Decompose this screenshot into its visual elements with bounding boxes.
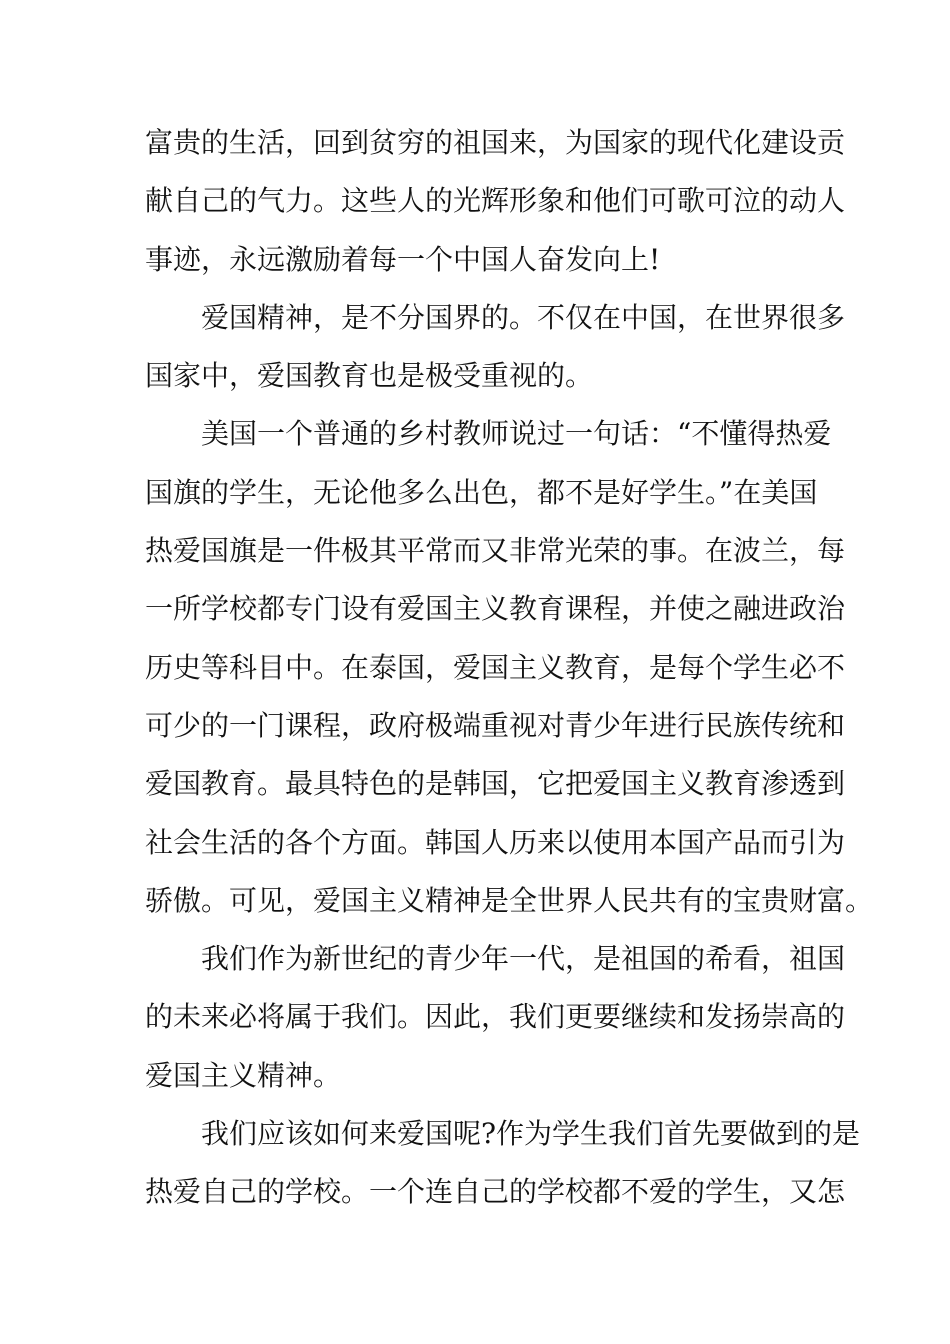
text-line: 爱国主义精神。 (145, 1058, 342, 1092)
text-line: 爱国精神，是不分国界的。不仅在中国，在世界很多 (201, 300, 846, 334)
body-text (145, 114, 874, 1222)
text-line: 国家中，爱国教育也是极受重视的。 (145, 359, 594, 393)
text-line: 一所学校都专门设有爱国主义教育课程，并使之融进政治 (145, 592, 846, 626)
text-line: 美国一个普通的乡村教师说过一句话：“不懂得热爱 (201, 417, 832, 451)
text-line: 热爱国旗是一件极其平常而又非常光荣的事。在波兰，每 (145, 534, 846, 568)
paragraph-3 (145, 405, 874, 930)
text-line: 我们应该如何来爱国呢?作为学生我们首先要做到的是 (201, 1117, 861, 1151)
text-line: 热爱自己的学校。一个连自己的学校都不爱的学生，又怎 (145, 1175, 846, 1209)
text-line: 事迹，永远激励着每一个中国人奋发向上! (145, 242, 661, 276)
text-line: 国旗的学生，无论他多么出色，都不是好学生。”在美国 (145, 475, 818, 509)
text-line: 献自己的气力。这些人的光辉形象和他们可歌可泣的动人 (145, 184, 846, 218)
text-line: 我们作为新世纪的青少年一代，是祖国的希看，祖国 (201, 942, 846, 976)
paragraph-2 (145, 289, 846, 406)
text-line: 富贵的生活，回到贫穷的祖国来，为国家的现代化建设贡 (145, 126, 846, 159)
text-line: 骄傲。可见，爱国主义精神是全世界人民共有的宝贵财富。 (145, 883, 874, 917)
text-line: 的未来必将属于我们。因此，我们更要继续和发扬崇高的 (145, 1000, 846, 1034)
text-line: 历史等科目中。在泰国，爱国主义教育，是每个学生必不 (145, 650, 846, 684)
paragraph-1 (145, 114, 846, 289)
paragraph-4 (145, 930, 846, 1105)
text-line: 爱国教育。最具特色的是韩国，它把爱国主义教育渗透到 (145, 767, 846, 801)
text-line: 社会生活的各个方面。韩国人历来以使用本国产品而引为 (145, 825, 846, 859)
text-line: 可少的一门课程，政府极端重视对青少年进行民族传统和 (145, 708, 846, 742)
paragraph-5 (145, 1105, 861, 1222)
